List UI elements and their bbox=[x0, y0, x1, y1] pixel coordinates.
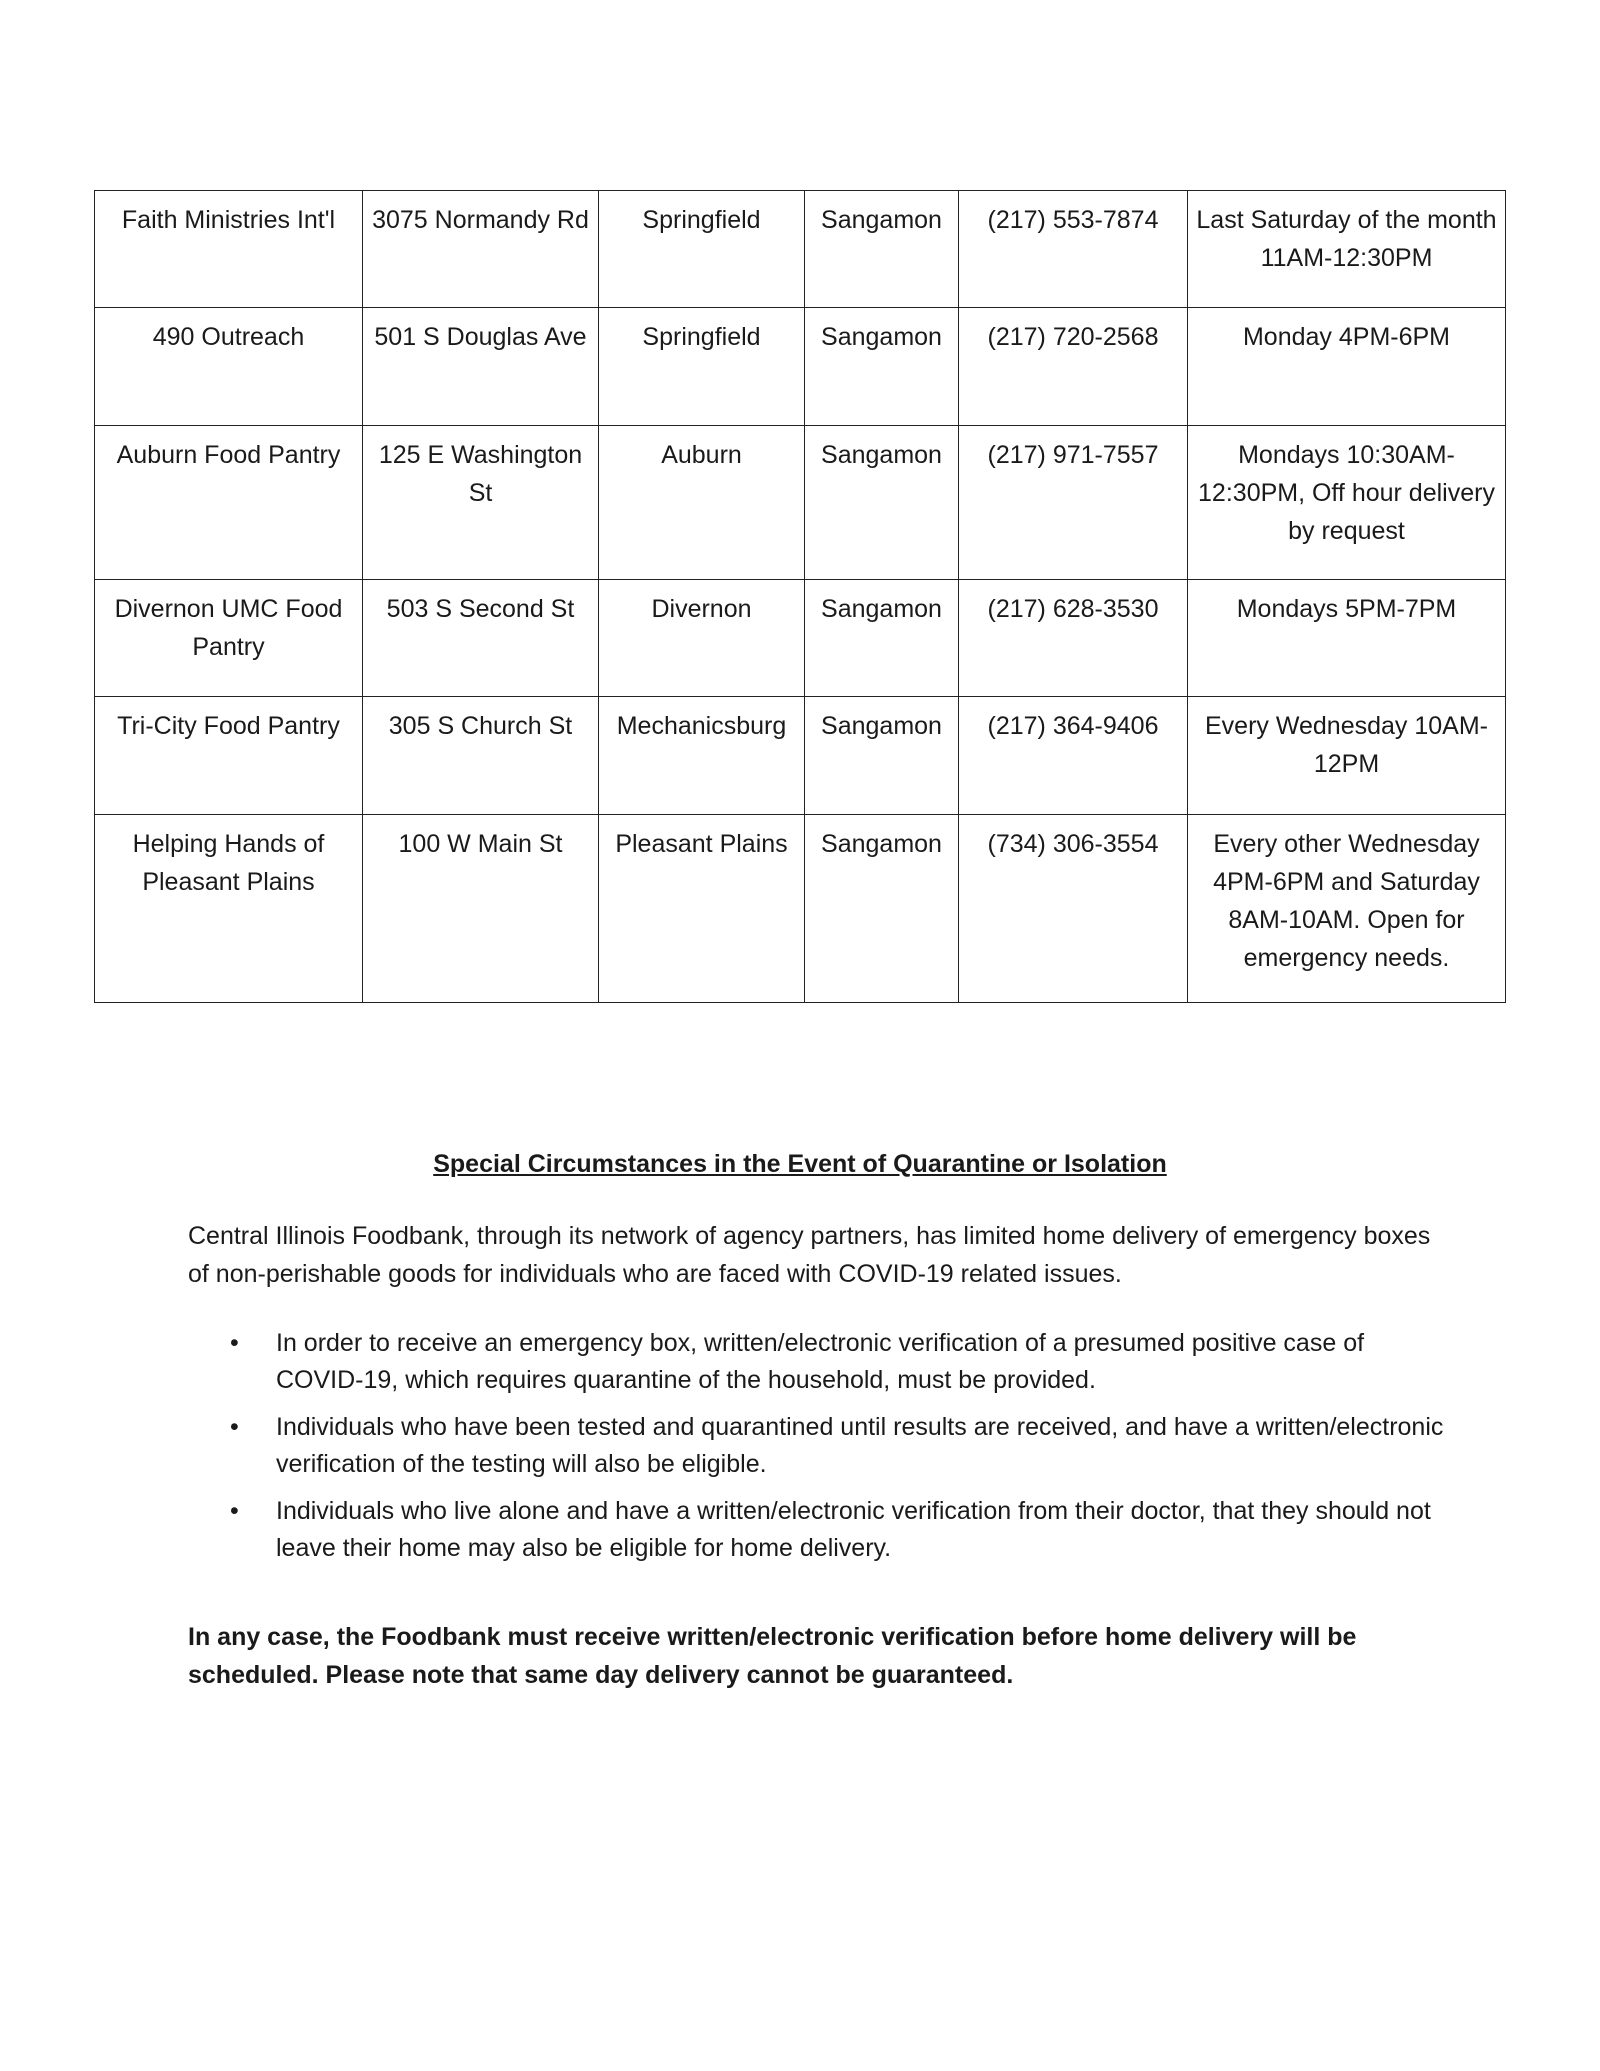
pantry-city-cell: Mechanicsburg bbox=[599, 697, 805, 815]
pantry-hours-cell: Last Saturday of the month 11AM-12:30PM bbox=[1188, 191, 1506, 308]
pantry-name-cell: Auburn Food Pantry bbox=[95, 426, 363, 580]
pantry-city-cell: Auburn bbox=[599, 426, 805, 580]
pantry-address-cell: 501 S Douglas Ave bbox=[363, 308, 599, 426]
pantry-county-cell: Sangamon bbox=[805, 426, 959, 580]
pantry-address-cell: 100 W Main St bbox=[363, 815, 599, 1003]
table-row bbox=[95, 191, 1506, 308]
intro-paragraph: Central Illinois Foodbank, through its network of agency partners, has limited home delivery of emergency boxes of non-perishable goods for individuals who are faced with COVID-19 related issues. bbox=[188, 1222, 1431, 1288]
list-item bbox=[188, 1493, 1448, 1567]
pantry-county-cell: Sangamon bbox=[805, 815, 959, 1003]
pantry-name-cell: 490 Outreach bbox=[95, 308, 363, 426]
pantry-address-cell: 125 E Washington St bbox=[363, 426, 599, 580]
pantry-hours-cell: Monday 4PM-6PM bbox=[1188, 308, 1506, 426]
pantry-hours-cell: Mondays 10:30AM-12:30PM, Off hour delivery by request bbox=[1188, 426, 1506, 580]
pantry-phone-cell: (217) 971-7557 bbox=[959, 426, 1188, 580]
closing-note: In any case, the Foodbank must receive written/electronic verification before home delivery will be scheduled. Please note that same day delivery cannot be guaranteed. bbox=[188, 1623, 1357, 1689]
table-row bbox=[95, 815, 1506, 1003]
pantry-address-cell: 305 S Church St bbox=[363, 697, 599, 815]
list-item bbox=[188, 1409, 1448, 1483]
pantry-address-cell: 503 S Second St bbox=[363, 580, 599, 697]
list-item-text: In order to receive an emergency box, written/electronic verification of a presumed positive case of COVID-19, which requires quarantine of the household, must be provided. bbox=[276, 1329, 1365, 1394]
pantry-city-cell: Springfield bbox=[599, 308, 805, 426]
pantry-name-cell: Helping Hands of Pleasant Plains bbox=[95, 815, 363, 1003]
pantry-city-cell: Springfield bbox=[599, 191, 805, 308]
bullet-icon: • bbox=[230, 1497, 239, 1525]
pantry-county-cell: Sangamon bbox=[805, 191, 959, 308]
pantry-name-cell: Divernon UMC Food Pantry bbox=[95, 580, 363, 697]
bullet-icon: • bbox=[230, 1413, 239, 1441]
pantry-phone-cell: (217) 720-2568 bbox=[959, 308, 1188, 426]
pantry-city-cell: Divernon bbox=[599, 580, 805, 697]
pantry-county-cell: Sangamon bbox=[805, 697, 959, 815]
pantry-hours-cell: Every other Wednesday 4PM-6PM and Saturday 8AM-10AM. Open for emergency needs. bbox=[1188, 815, 1506, 1003]
table-row bbox=[95, 580, 1506, 697]
table-row bbox=[95, 697, 1506, 815]
pantry-phone-cell: (734) 306-3554 bbox=[959, 815, 1188, 1003]
pantry-county-cell: Sangamon bbox=[805, 308, 959, 426]
pantry-hours-cell: Mondays 5PM-7PM bbox=[1188, 580, 1506, 697]
pantry-phone-cell: (217) 364-9406 bbox=[959, 697, 1188, 815]
pantry-phone-cell: (217) 553-7874 bbox=[959, 191, 1188, 308]
section-title: Special Circumstances in the Event of Quarantine or Isolation bbox=[433, 1150, 1167, 1178]
pantry-phone-cell: (217) 628-3530 bbox=[959, 580, 1188, 697]
table-row bbox=[95, 426, 1506, 580]
eligibility-list bbox=[188, 1325, 1448, 1577]
bullet-icon: • bbox=[230, 1329, 239, 1357]
pantry-name-cell: Tri-City Food Pantry bbox=[95, 697, 363, 815]
pantry-hours-cell: Every Wednesday 10AM-12PM bbox=[1188, 697, 1506, 815]
list-item-text: Individuals who live alone and have a written/electronic verification from their doctor, that they should not leave their home may also be eligible for home delivery. bbox=[276, 1497, 1431, 1562]
list-item-text: Individuals who have been tested and quarantined until results are received, and have a written/electronic verification of the testing will also be eligible. bbox=[276, 1413, 1444, 1478]
table-row bbox=[95, 308, 1506, 426]
list-item bbox=[188, 1325, 1448, 1399]
pantry-name-cell: Faith Ministries Int'l bbox=[95, 191, 363, 308]
pantry-city-cell: Pleasant Plains bbox=[599, 815, 805, 1003]
pantry-address-cell: 3075 Normandy Rd bbox=[363, 191, 599, 308]
food-pantry-table bbox=[94, 190, 1506, 1003]
pantry-county-cell: Sangamon bbox=[805, 580, 959, 697]
